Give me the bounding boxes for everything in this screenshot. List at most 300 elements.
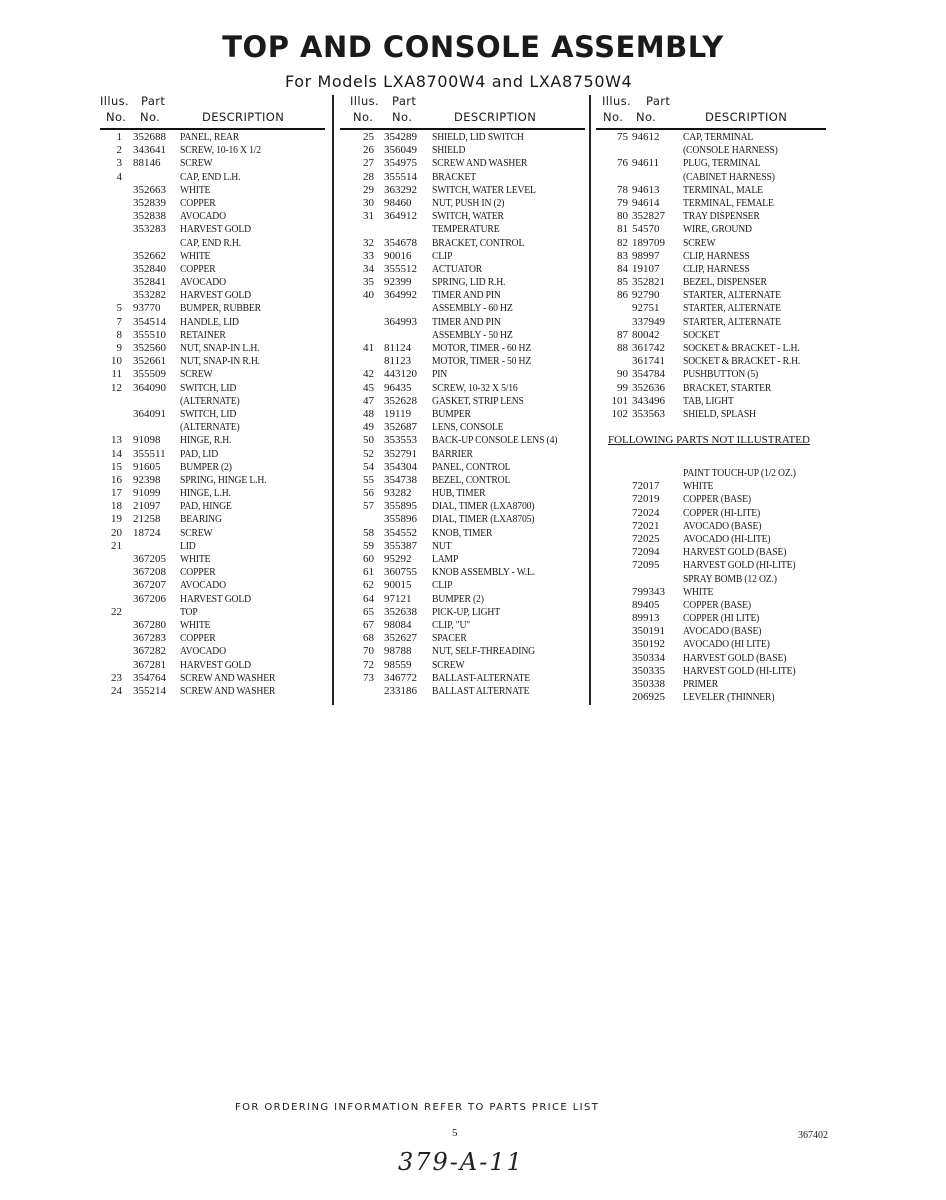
- illus-number: 4: [116, 170, 122, 183]
- description: WHITE: [180, 183, 211, 196]
- illus-number: 60: [363, 553, 374, 565]
- description: PIN: [432, 368, 448, 381]
- description: TEMPERATURE: [432, 223, 500, 236]
- description: LID: [180, 539, 196, 552]
- description: WHITE: [180, 618, 211, 631]
- description: PAD, HINGE: [180, 500, 232, 513]
- description: TAB, LIGHT: [683, 394, 734, 407]
- part-number: 364912: [384, 210, 417, 223]
- illus-number: 30: [363, 196, 374, 209]
- description: RETAINER: [180, 328, 226, 341]
- illus-number: 86: [617, 289, 628, 302]
- description: HARVEST GOLD (BASE): [683, 651, 787, 664]
- part-number: 72025: [632, 532, 660, 545]
- part-number: 72024: [632, 506, 660, 519]
- illus-number: 32: [363, 236, 374, 249]
- description: BALLAST-ALTERNATE: [432, 671, 530, 684]
- description: COPPER (BASE): [683, 493, 751, 506]
- description: SPACER: [432, 632, 467, 645]
- description: SCREW, 10-32 X 5/16: [432, 381, 518, 394]
- part-number: 72094: [632, 546, 660, 559]
- illus-number: 2: [116, 144, 122, 157]
- description: GASKET, STRIP LENS: [432, 394, 524, 407]
- part-number: 206925: [632, 691, 665, 704]
- description: SCREW: [683, 236, 716, 249]
- illus-number: 84: [617, 262, 628, 275]
- description: NUT, SELF-THREADING: [432, 645, 535, 658]
- description: SCREW AND WASHER: [180, 684, 276, 697]
- header-description: DESCRIPTION: [202, 110, 285, 124]
- illus-number: 99: [617, 381, 628, 394]
- description: (CONSOLE HARNESS): [683, 144, 778, 157]
- part-number: 353553: [384, 434, 417, 447]
- part-number: 352560: [133, 342, 166, 354]
- description: COPPER: [180, 566, 216, 579]
- part-number: 343641: [133, 144, 166, 157]
- description: BALLAST ALTERNATE: [432, 684, 530, 697]
- description: TOP: [180, 605, 198, 618]
- description: WHITE: [180, 249, 211, 262]
- illus-number: 1: [116, 131, 122, 143]
- part-number: 367207: [133, 579, 166, 592]
- description: AVOCADO (BASE): [683, 625, 762, 638]
- illus-number: 11: [111, 368, 122, 381]
- description: SCREW, 10-16 X 1/2: [180, 144, 261, 157]
- illus-number: 75: [617, 131, 628, 143]
- header-no: No.: [140, 110, 161, 124]
- part-number: 94614: [632, 196, 660, 209]
- part-number: 346772: [384, 671, 417, 684]
- description: PRIMER: [683, 678, 718, 690]
- part-number: 92790: [632, 289, 660, 302]
- part-number: 367282: [133, 645, 166, 658]
- part-number: 355510: [133, 328, 166, 341]
- page-number: 5: [452, 1127, 458, 1139]
- part-number: 355896: [384, 513, 417, 526]
- description: SCREW: [180, 368, 213, 381]
- description: BRACKET: [432, 170, 476, 183]
- illus-number: 15: [111, 460, 122, 473]
- part-number: 360755: [384, 566, 417, 579]
- part-number: 364992: [384, 289, 417, 302]
- part-number: 352839: [133, 196, 166, 209]
- description: NUT, SNAP-IN L.H.: [180, 342, 260, 354]
- part-number: 352838: [133, 210, 166, 223]
- illus-number: 57: [363, 500, 374, 513]
- description: SCREW AND WASHER: [432, 157, 528, 170]
- illus-number: 10: [111, 355, 122, 368]
- part-number: 93770: [133, 302, 161, 315]
- part-number: 353563: [632, 407, 665, 420]
- part-number: 367280: [133, 618, 166, 631]
- illus-number: 29: [363, 183, 374, 196]
- part-number: 91099: [133, 487, 161, 500]
- header-no: No.: [636, 110, 657, 124]
- illus-number: 14: [111, 447, 122, 460]
- description: AVOCADO: [180, 579, 226, 592]
- description: HARVEST GOLD: [180, 289, 251, 302]
- description: BEZEL, CONTROL: [432, 473, 511, 486]
- illus-number: 61: [363, 566, 374, 579]
- page-subtitle: For Models LXA8700W4 and LXA8750W4: [285, 72, 633, 91]
- description: HARVEST GOLD: [180, 223, 251, 236]
- description: AVOCADO (BASE): [683, 519, 762, 532]
- illus-number: 76: [617, 157, 628, 170]
- ordering-note: FOR ORDERING INFORMATION REFER TO PARTS PRICE LIST: [235, 1102, 600, 1113]
- description: SOCKET & BRACKET - R.H.: [683, 355, 801, 368]
- description: NUT, PUSH IN (2): [432, 196, 505, 209]
- illus-number: 21: [111, 539, 122, 552]
- illus-number: 40: [363, 289, 374, 302]
- description: PANEL, CONTROL: [432, 460, 511, 473]
- part-number: 98559: [384, 658, 412, 671]
- part-number: 355509: [133, 368, 166, 381]
- illus-number: 42: [363, 368, 374, 381]
- description: BARRIER: [432, 447, 473, 460]
- description: CLIP, "U": [432, 618, 471, 631]
- part-number: 72021: [632, 519, 660, 532]
- description: WHITE: [180, 553, 211, 565]
- illus-number: 27: [363, 157, 374, 170]
- illus-number: 90: [617, 368, 628, 381]
- part-number: 93282: [384, 487, 412, 500]
- description: HANDLE, LID: [180, 315, 239, 328]
- illus-number: 85: [617, 276, 628, 289]
- description: WHITE: [683, 480, 714, 493]
- description: AVOCADO: [180, 210, 226, 223]
- part-number: 96435: [384, 381, 412, 394]
- part-number: 350338: [632, 678, 665, 690]
- part-number: 354764: [133, 671, 166, 684]
- description: COPPER (HI LITE): [683, 612, 760, 625]
- header-rule: [340, 128, 585, 130]
- part-number: 352661: [133, 355, 166, 368]
- part-number: 352628: [384, 394, 417, 407]
- part-number: 350335: [632, 664, 665, 677]
- illus-number: 34: [363, 262, 374, 275]
- description: (ALTERNATE): [180, 421, 240, 434]
- part-number: 367205: [133, 553, 166, 565]
- description: CLIP: [432, 249, 453, 262]
- part-number: 88146: [133, 157, 161, 170]
- header-part: Part: [141, 94, 166, 108]
- illus-number: 12: [111, 381, 122, 394]
- description: SOCKET: [683, 328, 720, 341]
- part-number: 72019: [632, 493, 660, 506]
- description: DIAL, TIMER (LXA8705): [432, 513, 535, 526]
- illus-number: 25: [363, 131, 374, 143]
- description: BEZEL, DISPENSER: [683, 276, 767, 289]
- part-number: 354304: [384, 460, 417, 473]
- part-number: 353283: [133, 223, 166, 236]
- description: SWITCH, LID: [180, 381, 237, 394]
- header-no: No.: [603, 110, 624, 124]
- part-number: 98460: [384, 196, 412, 209]
- illus-number: 80: [617, 210, 628, 223]
- illus-number: 16: [111, 473, 122, 486]
- description: KNOB, TIMER: [432, 526, 493, 539]
- illus-number: 17: [111, 487, 122, 500]
- part-number: 189709: [632, 236, 665, 249]
- part-number: 367281: [133, 658, 166, 671]
- description: NUT: [432, 539, 452, 552]
- column-divider: [332, 95, 334, 705]
- part-number: 352840: [133, 262, 166, 275]
- illus-number: 78: [617, 183, 628, 196]
- illus-number: 62: [363, 579, 374, 592]
- part-number: 21097: [133, 500, 161, 513]
- description: SHIELD, LID SWITCH: [432, 131, 524, 143]
- description: ASSEMBLY - 60 HZ: [432, 302, 513, 315]
- description: NUT, SNAP-IN R.H.: [180, 355, 260, 368]
- part-number: 355511: [133, 447, 166, 460]
- part-number: 352688: [133, 131, 166, 143]
- description: SCREW: [432, 658, 465, 671]
- part-number: 92751: [632, 302, 660, 315]
- illus-number: 72: [363, 658, 374, 671]
- illus-number: 54: [363, 460, 374, 473]
- description: BUMPER (2): [180, 460, 232, 473]
- description: PICK-UP, LIGHT: [432, 605, 500, 618]
- description: STARTER, ALTERNATE: [683, 302, 781, 315]
- part-number: 352638: [384, 605, 417, 618]
- description: LENS, CONSOLE: [432, 421, 504, 434]
- illus-number: 8: [116, 328, 122, 341]
- description: HINGE, R.H.: [180, 434, 232, 447]
- description: SWITCH, LID: [180, 407, 237, 420]
- description: STARTER, ALTERNATE: [683, 315, 781, 328]
- handwritten-note: 379-A-11: [398, 1148, 524, 1176]
- description: HARVEST GOLD (HI-LITE): [683, 664, 796, 677]
- description: COPPER: [180, 262, 216, 275]
- part-number: 19107: [632, 262, 660, 275]
- part-number: 72095: [632, 559, 660, 572]
- header-no: No.: [106, 110, 127, 124]
- illus-number: 41: [363, 342, 374, 354]
- part-number: 352791: [384, 447, 417, 460]
- illus-number: 45: [363, 381, 374, 394]
- part-number: 354738: [384, 473, 417, 486]
- description: COPPER (BASE): [683, 598, 751, 611]
- illus-number: 102: [611, 407, 628, 420]
- illus-number: 68: [363, 632, 374, 645]
- part-number: 352841: [133, 276, 166, 289]
- description: PLUG, TERMINAL: [683, 157, 761, 170]
- description: SCREW: [180, 526, 213, 539]
- part-number: 361741: [632, 355, 665, 368]
- illus-number: 28: [363, 170, 374, 183]
- description: WIRE, GROUND: [683, 223, 752, 236]
- description: SPRAY BOMB (12 OZ.): [683, 572, 777, 585]
- description: SOCKET & BRACKET - L.H.: [683, 342, 800, 354]
- part-number: 354514: [133, 315, 166, 328]
- part-number: 90016: [384, 249, 412, 262]
- part-number: 354678: [384, 236, 417, 249]
- illus-number: 3: [116, 157, 122, 170]
- illus-number: 47: [363, 394, 374, 407]
- header-description: DESCRIPTION: [705, 110, 788, 124]
- description: AVOCADO (HI LITE): [683, 638, 770, 651]
- part-number: 350192: [632, 638, 665, 651]
- description: AVOCADO: [180, 645, 226, 658]
- description: TRAY DISPENSER: [683, 210, 760, 223]
- page-title: TOP AND CONSOLE ASSEMBLY: [222, 30, 724, 64]
- header-illus: Illus.: [602, 94, 632, 108]
- description: CAP, END R.H.: [180, 236, 241, 249]
- description: PAD, LID: [180, 447, 219, 460]
- description: SPRING, HINGE L.H.: [180, 473, 267, 486]
- description: COPPER (HI-LITE): [683, 506, 761, 519]
- description: DIAL, TIMER (LXA8700): [432, 500, 535, 513]
- description: HARVEST GOLD: [180, 592, 251, 605]
- header-illus: Illus.: [100, 94, 130, 108]
- description: WHITE: [683, 585, 714, 598]
- illus-number: 101: [611, 394, 628, 407]
- illus-number: 23: [111, 671, 122, 684]
- part-number: 353282: [133, 289, 166, 302]
- part-number: 97121: [384, 592, 412, 605]
- column-divider: [589, 95, 591, 705]
- part-number: 364090: [133, 381, 166, 394]
- part-number: 233186: [384, 684, 417, 697]
- header-no: No.: [353, 110, 374, 124]
- illus-number: 55: [363, 473, 374, 486]
- description: STARTER, ALTERNATE: [683, 289, 781, 302]
- description: SCREW: [180, 157, 213, 170]
- illus-number: 7: [116, 315, 122, 328]
- description: CAP, END L.H.: [180, 170, 241, 183]
- description: (CABINET HARNESS): [683, 170, 775, 183]
- header-no: No.: [392, 110, 413, 124]
- part-number: 352827: [632, 210, 665, 223]
- description: TERMINAL, MALE: [683, 183, 763, 196]
- part-number: 367208: [133, 566, 166, 579]
- description: AVOCADO (HI-LITE): [683, 532, 771, 545]
- description: HARVEST GOLD: [180, 658, 251, 671]
- part-number: 355512: [384, 262, 417, 275]
- illus-number: 73: [363, 671, 374, 684]
- description: SHIELD, SPLASH: [683, 407, 756, 420]
- part-number: 364993: [384, 315, 417, 328]
- description: SCREW AND WASHER: [180, 671, 276, 684]
- description: SWITCH, WATER LEVEL: [432, 183, 536, 196]
- description: TERMINAL, FEMALE: [683, 196, 774, 209]
- illus-number: 58: [363, 526, 374, 539]
- part-number: 343496: [632, 394, 665, 407]
- illus-number: 22: [111, 605, 122, 618]
- part-number: 354289: [384, 131, 417, 143]
- part-number: 354552: [384, 526, 417, 539]
- illus-number: 88: [617, 342, 628, 354]
- part-number: 80042: [632, 328, 660, 341]
- illus-number: 79: [617, 196, 628, 209]
- part-number: 352687: [384, 421, 417, 434]
- description: MOTOR, TIMER - 50 HZ: [432, 355, 532, 368]
- part-number: 92398: [133, 473, 161, 486]
- part-number: 89405: [632, 598, 660, 611]
- part-number: 89913: [632, 612, 660, 625]
- part-number: 81124: [384, 342, 412, 354]
- illus-number: 9: [116, 342, 122, 354]
- header-description: DESCRIPTION: [454, 110, 537, 124]
- part-number: 92399: [384, 276, 412, 289]
- part-number: 18724: [133, 526, 161, 539]
- illus-number: 59: [363, 539, 374, 552]
- part-number: 350334: [632, 651, 665, 664]
- part-number: 352636: [632, 381, 665, 394]
- header-illus: Illus.: [350, 94, 380, 108]
- part-number: 94612: [632, 131, 660, 143]
- illus-number: 56: [363, 487, 374, 500]
- illus-number: 24: [111, 684, 122, 697]
- description: SPRING, LID R.H.: [432, 276, 506, 289]
- description: ASSEMBLY - 50 HZ: [432, 328, 513, 341]
- illus-number: 82: [617, 236, 628, 249]
- description: ACTUATOR: [432, 262, 483, 275]
- illus-number: 33: [363, 249, 374, 262]
- part-number: 21258: [133, 513, 161, 526]
- illus-number: 13: [111, 434, 122, 447]
- illus-number: 5: [116, 302, 122, 315]
- header-rule: [596, 128, 826, 130]
- part-number: 354784: [632, 368, 665, 381]
- part-number: 355514: [384, 170, 417, 183]
- part-number: 337949: [632, 315, 665, 328]
- part-number: 350191: [632, 625, 665, 638]
- part-number: 95292: [384, 553, 412, 565]
- description: BACK-UP CONSOLE LENS (4): [432, 434, 558, 447]
- illus-number: 87: [617, 328, 628, 341]
- illus-number: 64: [363, 592, 374, 605]
- description: PUSHBUTTON (5): [683, 368, 759, 381]
- part-number: 19119: [384, 407, 412, 420]
- part-number: 81123: [384, 355, 412, 368]
- description: LEVELER (THINNER): [683, 691, 775, 704]
- description: BRACKET, STARTER: [683, 381, 772, 394]
- description: CLIP, HARNESS: [683, 262, 750, 275]
- part-number: 367283: [133, 632, 166, 645]
- illus-number: 49: [363, 421, 374, 434]
- header-part: Part: [646, 94, 671, 108]
- part-number: 54570: [632, 223, 660, 236]
- description: COPPER: [180, 196, 216, 209]
- illus-number: 70: [363, 645, 374, 658]
- description: BRACKET, CONTROL: [432, 236, 525, 249]
- illus-number: 20: [111, 526, 122, 539]
- not-illustrated-heading: FOLLOWING PARTS NOT ILLUSTRATED: [608, 434, 810, 446]
- illus-number: 31: [363, 210, 374, 223]
- part-number: 367206: [133, 592, 166, 605]
- header-rule: [100, 128, 325, 130]
- description: CAP, TERMINAL: [683, 131, 754, 143]
- description: COPPER: [180, 632, 216, 645]
- part-number: 91605: [133, 460, 161, 473]
- illus-number: 35: [363, 276, 374, 289]
- description: PAINT TOUCH-UP (1/2 OZ.): [683, 467, 796, 479]
- description: HARVEST GOLD (HI-LITE): [683, 559, 796, 572]
- part-number: 354975: [384, 157, 417, 170]
- part-number: 363292: [384, 183, 417, 196]
- description: HINGE, L.H.: [180, 487, 231, 500]
- description: SHIELD: [432, 144, 466, 157]
- part-number: 355895: [384, 500, 417, 513]
- part-number: 94611: [632, 157, 660, 170]
- part-number: 361742: [632, 342, 665, 354]
- part-number: 355387: [384, 539, 417, 552]
- part-number: 94613: [632, 183, 660, 196]
- part-number: 98997: [632, 249, 660, 262]
- part-number: 443120: [384, 368, 417, 381]
